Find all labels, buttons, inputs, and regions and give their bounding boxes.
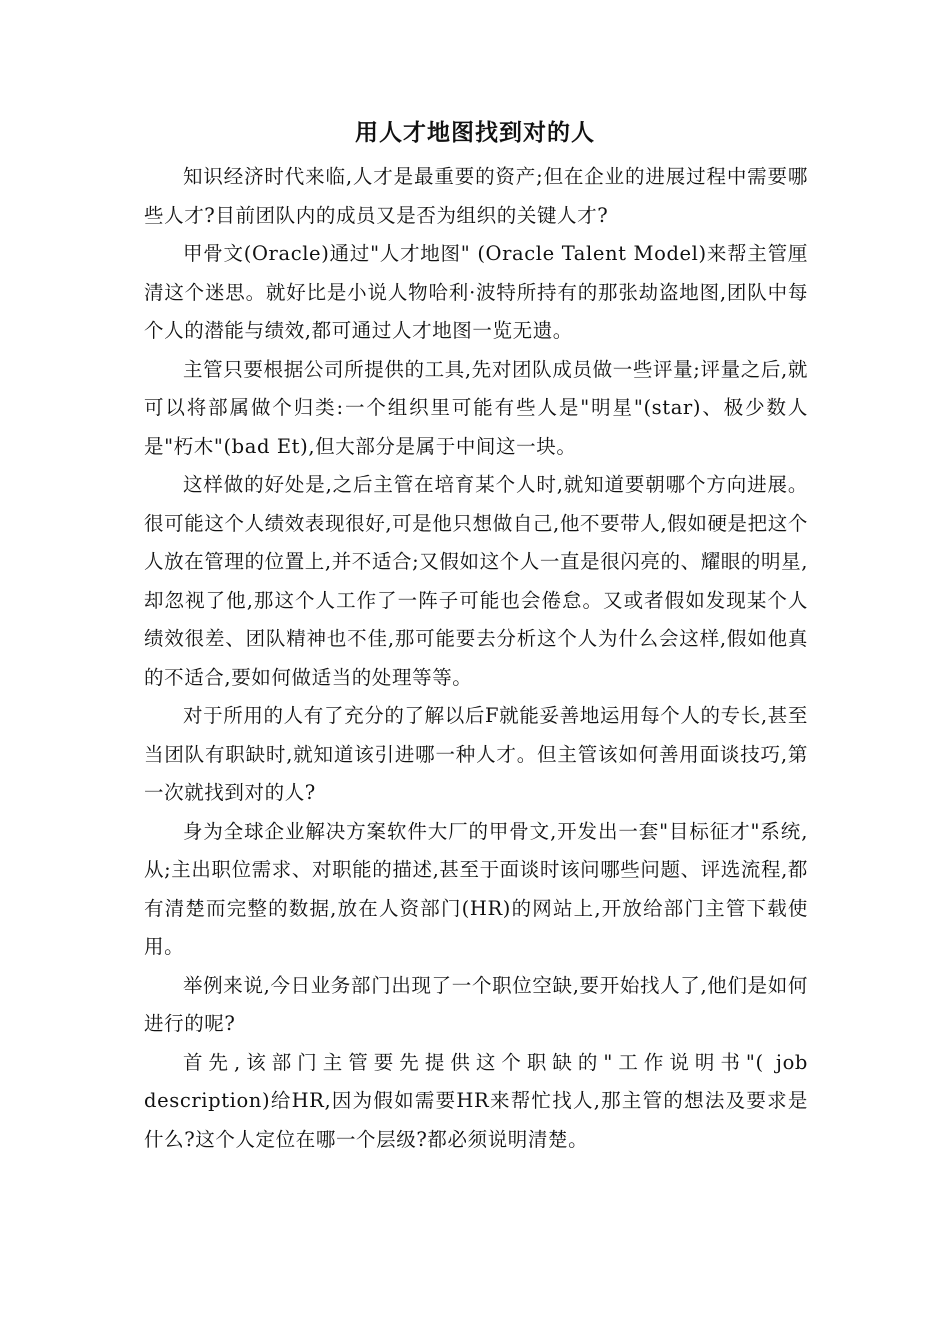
document-body — [144, 158, 808, 1159]
paragraph: 知识经济时代来临,人才是最重要的资产;但在企业的进展过程中需要哪些人才?目前团队内的成员又是否为组织的关键人才? — [144, 165, 808, 227]
paragraph: 对于所用的人有了充分的了解以后F就能妥善地运用每个人的专长,甚至当团队有职缺时,就知道该引进哪一种人才。但主管该如何善用面谈技巧,第一次就找到对的人? — [144, 704, 808, 804]
paragraph: 首先,该部门主管要先提供这个职缺的"工作说明书"( job description)给HR,因为假如需要HR来帮忙找人,那主管的想法及要求是什么?这个人定位在哪一个层级?都必须说明清楚。 — [144, 1050, 808, 1151]
paragraph: 举例来说,今日业务部门出现了一个职位空缺,要开始找人了,他们是如何进行的呢? — [144, 973, 808, 1035]
paragraph: 甲骨文(Oracle)通过"人才地图" (Oracle Talent Model)来帮主管厘清这个迷思。就好比是小说人物哈利·波特所持有的那张劫盗地图,团队中每个人的潜能与绩效,都可通过人才地图一览无遗。 — [144, 242, 808, 342]
page-title: 用人才地图找到对的人 — [355, 119, 595, 146]
paragraph: 这样做的好处是,之后主管在培育某个人时,就知道要朝哪个方向进展。很可能这个人绩效表现很好,可是他只想做自己,他不要带人,假如硬是把这个人放在管理的位置上,并不适合;又假如这个人一直是很闪亮的、耀眼的明星,却忽视了他,那这个人工作了一阵子可能也会倦怠。又或者假如发现某个人绩效很差、团队精神也不佳,那可能要去分析这个人为什么会这样,假如他真的不适合,要如何做适当的处理等等。 — [144, 473, 808, 689]
paragraph: 身为全球企业解决方案软件大厂的甲骨文,开发出一套"目标征才"系统,从;主出职位需求、对职能的描述,甚至于面谈时该问哪些问题、评选流程,都有清楚而完整的数据,放在人资部门(HR)的网站上,开放给部门主管下载使用。 — [144, 819, 808, 958]
paragraph: 主管只要根据公司所提供的工具,先对团队成员做一些评量;评量之后,就可以将部属做个归类:一个组织里可能有些人是"明星"(star)、极少数人是"朽木"(bad Et),但大部分是属于中间这一块。 — [144, 357, 808, 458]
